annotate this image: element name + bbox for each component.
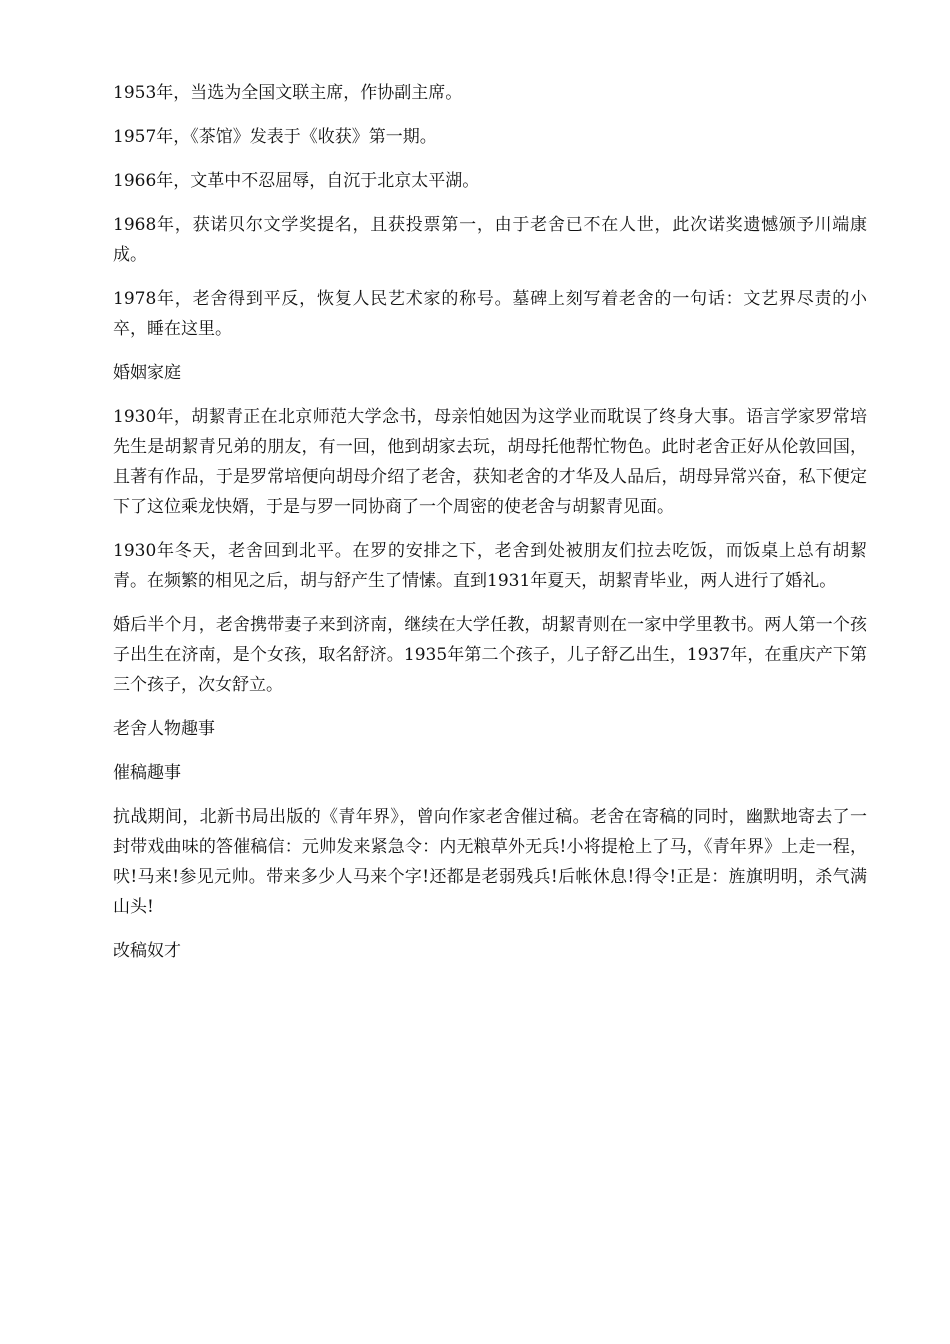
paragraph-1966: 1966年，文革中不忍屈辱，自沉于北京太平湖。	[113, 171, 480, 191]
paragraph-1957: 1957年，《茶馆》发表于《收获》第一期。	[113, 127, 437, 147]
paragraph-marriage-1: 1930年，胡絜青正在北京师范大学念书，母亲怕她因为这学业而耽误了终身大事。语言学家罗常培先生是胡絜青兄弟的朋友，有一回，他到胡家去玩，胡母托他帮忙物色。此时老舍正好从伦敦回国，且著有作品，于是罗常培便向胡母介绍了老舍，获知老舍的才华及人品后，胡母异常兴奋，私下便定下了这位乘龙快婿，于是与罗一同协商了一个周密的使老舍与胡絜青见面。	[113, 407, 867, 517]
document-body	[113, 78, 867, 980]
heading-anecdotes: 老舍人物趣事	[113, 719, 215, 739]
heading-marriage: 婚姻家庭	[113, 363, 181, 383]
heading-urging-manuscript: 催稿趣事	[113, 763, 181, 783]
paragraph-1953: 1953年，当选为全国文联主席，作协副主席。	[113, 83, 463, 103]
heading-revision-slave: 改稿奴才	[113, 941, 181, 961]
paragraph-marriage-2: 1930年冬天，老舍回到北平。在罗的安排之下，老舍到处被朋友们拉去吃饭，而饭桌上总有胡絜青。在频繁的相见之后，胡与舒产生了情愫。直到1931年夏天，胡絜青毕业，两人进行了婚礼。	[113, 541, 867, 591]
paragraph-urging-manuscript: 抗战期间，北新书局出版的《青年界》，曾向作家老舍催过稿。老舍在寄稿的同时，幽默地寄去了一封带戏曲味的答催稿信：元帅发来紧急令：内无粮草外无兵!小将提枪上了马，《青年界》上走一程，吠!马来!参见元帅。带来多少人马来个字!还都是老弱残兵!后帐休息!得令!正是：旌旗明明，杀气满山头!	[113, 807, 867, 917]
paragraph-1968: 1968年，获诺贝尔文学奖提名，且获投票第一，由于老舍已不在人世，此次诺奖遗憾颁予川端康成。	[113, 215, 867, 265]
paragraph-marriage-3: 婚后半个月，老舍携带妻子来到济南，继续在大学任教，胡絜青则在一家中学里教书。两人第一个孩子出生在济南，是个女孩，取名舒济。1935年第二个孩子，儿子舒乙出生，1937年，在重庆产下第三个孩子，次女舒立。	[113, 615, 867, 695]
paragraph-1978: 1978年，老舍得到平反，恢复人民艺术家的称号。墓碑上刻写着老舍的一句话：文艺界尽责的小卒，睡在这里。	[113, 289, 867, 339]
